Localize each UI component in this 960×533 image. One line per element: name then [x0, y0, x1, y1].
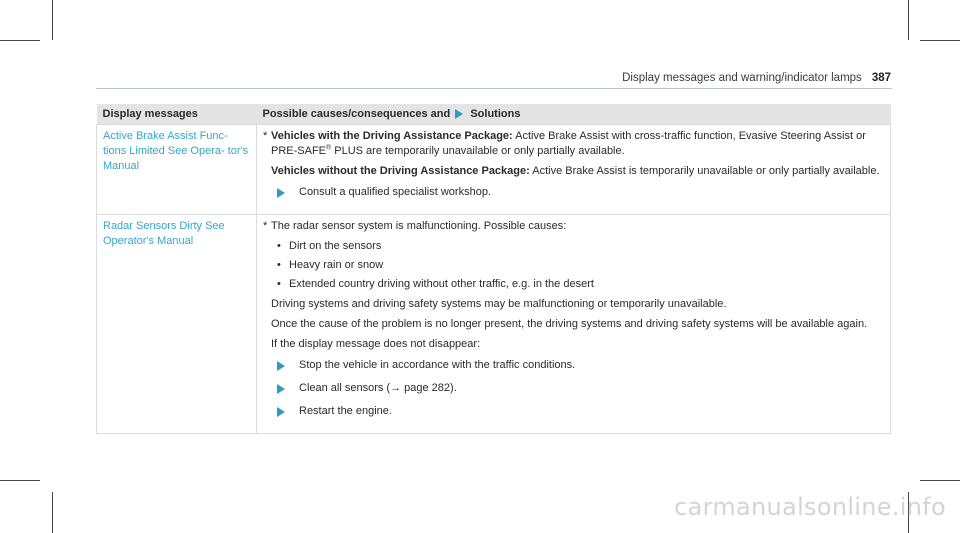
crop-mark: [0, 480, 40, 481]
arrow-right-icon: [455, 109, 463, 119]
crop-mark: [908, 0, 909, 40]
condition-label: Vehicles without the Driving Assistance Package:: [271, 165, 530, 177]
list-item-text: Dirt on the sensors: [289, 240, 382, 252]
solution-step: [277, 358, 884, 373]
solution-step-text: Stop the vehicle in accordance with the traffic conditions.: [299, 359, 576, 371]
cause-paragraph: [263, 164, 884, 179]
cause-list: [263, 239, 884, 292]
consequence-paragraph: If the display message does not disappear:: [271, 338, 481, 350]
column-header-causes-label: Possible causes/consequences and: [262, 107, 451, 120]
display-messages-table: [96, 104, 891, 434]
arrow-right-icon: [277, 407, 285, 417]
cause-text: The radar sensor system is malfunctioning. Possible causes:: [271, 220, 567, 232]
cause-text: PLUS are temporarily unavailable or only partially available.: [334, 145, 625, 157]
solution-step: [277, 185, 884, 200]
asterisk-marker: *: [263, 130, 268, 142]
cause-text: Active Brake Assist is temporarily unavailable or only partially available.: [532, 165, 880, 177]
column-header-display-messages: Display messages: [97, 104, 257, 125]
table-row: [97, 215, 891, 434]
condition-label: Vehicles with the Driving Assistance Package:: [271, 130, 513, 142]
column-header-causes: [257, 104, 891, 125]
display-message-text: Radar Sensors Dirty See Operator's Manual: [97, 215, 257, 434]
page-header: [589, 71, 891, 86]
cause-paragraph: [263, 129, 884, 159]
consequence-paragraph: Driving systems and driving safety systems may be malfunctioning or temporarily unavailable.: [271, 298, 727, 310]
solution-step-text: Clean all sensors (→ page 282).: [299, 382, 457, 394]
solution-step-text: Restart the engine.: [299, 405, 392, 417]
column-header-solutions-label: Solutions: [470, 107, 521, 120]
page-number: 387: [871, 72, 891, 84]
arrow-right-icon: [277, 188, 285, 198]
list-item-text: Extended country driving without other traffic, e.g. in the desert: [289, 278, 594, 290]
bullet-marker: •: [277, 259, 281, 271]
solution-step: [277, 404, 884, 419]
cause-paragraph: [263, 219, 884, 234]
consequence-paragraph: Once the cause of the problem is no longer present, the driving systems and driving safety systems will be available again.: [271, 318, 868, 330]
list-item: [277, 277, 884, 292]
cause-text: Active Brake Assist with cross-traffic function, Evasive Steering Assist or PRE-SAFE: [271, 130, 866, 157]
bullet-marker: •: [277, 240, 281, 252]
solution-step-text: Consult a qualified specialist workshop.: [299, 186, 491, 198]
crop-mark: [52, 492, 53, 533]
causes-cell: [257, 125, 891, 215]
watermark: carmanualsonline.info: [674, 493, 946, 521]
crop-mark: [920, 480, 960, 481]
list-item: [277, 239, 884, 254]
solution-step: [277, 381, 884, 396]
list-item: [277, 258, 884, 273]
arrow-right-icon: [277, 384, 285, 394]
arrow-right-icon: [277, 361, 285, 371]
header-divider: [96, 88, 892, 89]
crop-mark: [0, 40, 40, 41]
crop-mark: [52, 0, 53, 40]
section-title: Display messages and warning/indicator lamps: [622, 72, 862, 84]
crop-mark: [920, 40, 960, 41]
table-header-row: [97, 104, 891, 125]
asterisk-marker: *: [263, 220, 268, 232]
causes-cell: [257, 215, 891, 434]
table-row: [97, 125, 891, 215]
bullet-marker: •: [277, 278, 281, 290]
registered-mark: ®: [326, 144, 332, 152]
display-message-text: Active Brake Assist Func- tions Limited See Opera- tor's Manual: [97, 125, 257, 215]
list-item-text: Heavy rain or snow: [289, 259, 384, 271]
